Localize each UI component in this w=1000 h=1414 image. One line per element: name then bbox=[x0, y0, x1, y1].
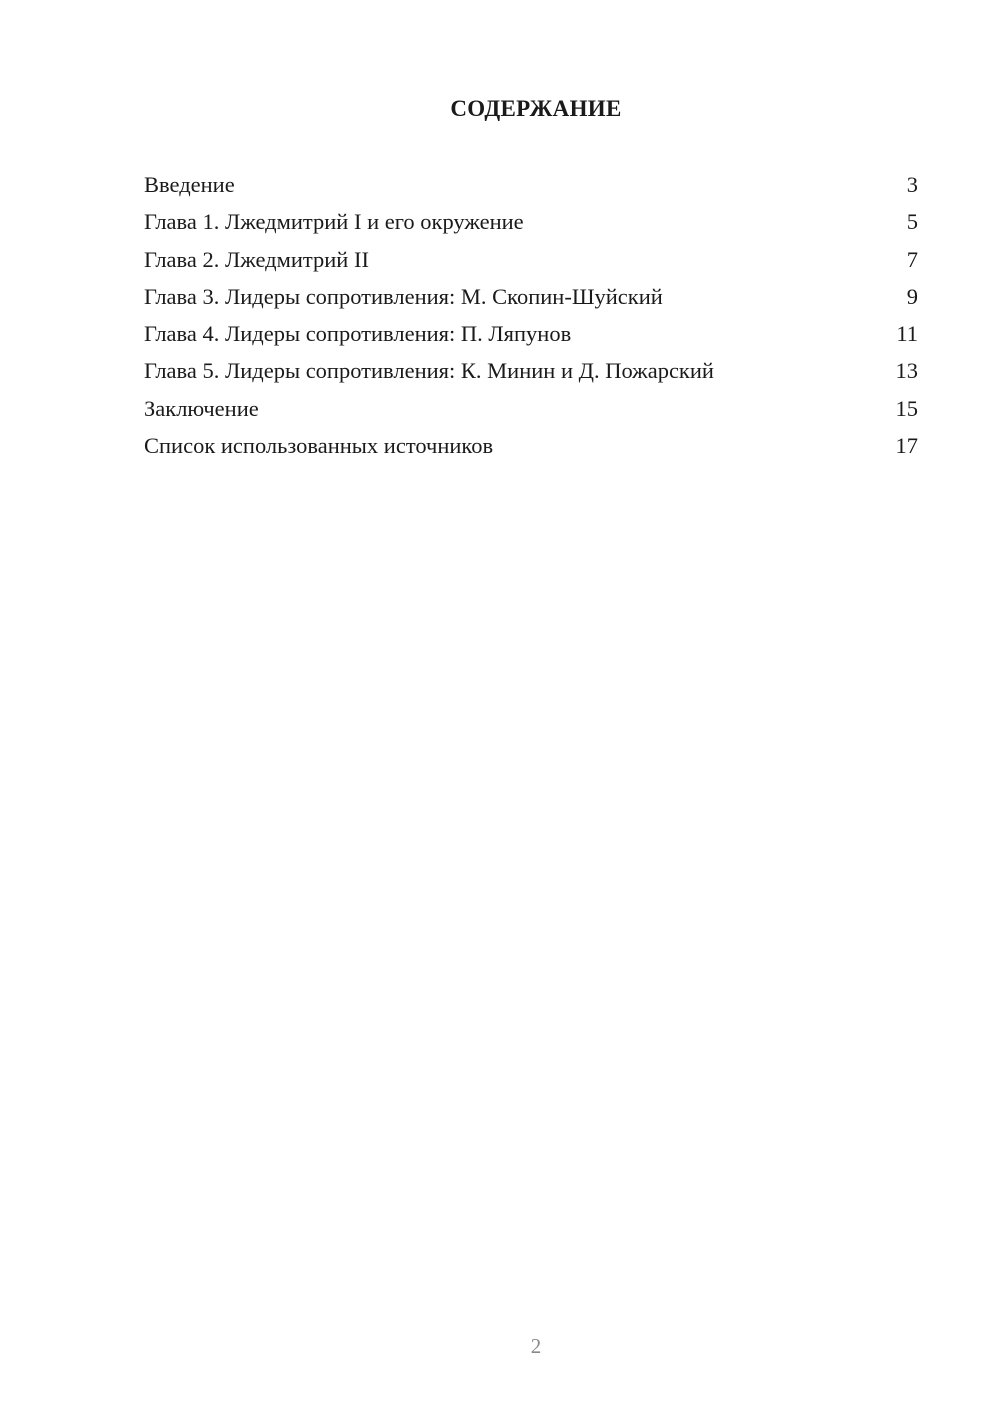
toc-entry-chapter-1 bbox=[144, 207, 918, 244]
toc-entry-conclusion bbox=[144, 394, 918, 431]
toc-entry-label: Глава 5. Лидеры сопротивления: К. Минин и Д. Пожарский bbox=[144, 358, 714, 384]
toc-entry-chapter-5 bbox=[144, 356, 918, 393]
toc-entry-chapter-4 bbox=[144, 319, 918, 356]
toc-entry-label: Глава 3. Лидеры сопротивления: М. Скопин-Шуйский bbox=[144, 283, 663, 309]
table-of-contents bbox=[144, 170, 918, 468]
toc-entry-page: 9 bbox=[906, 283, 918, 309]
toc-entry-page: 17 bbox=[895, 433, 918, 459]
toc-entry-page: 13 bbox=[895, 358, 918, 384]
toc-entry-label: Введение bbox=[144, 172, 235, 197]
toc-entry-label: Глава 2. Лжедмитрий II bbox=[144, 246, 369, 272]
toc-entry-page: 7 bbox=[906, 246, 918, 272]
toc-entry-references bbox=[144, 431, 918, 468]
toc-entry-label: Глава 1. Лжедмитрий I и его окружение bbox=[144, 209, 524, 235]
toc-entry-page: 3 bbox=[906, 172, 918, 197]
toc-entry-label: Заключение bbox=[144, 395, 259, 421]
toc-entry-page: 11 bbox=[896, 321, 918, 347]
toc-entry-introduction bbox=[144, 170, 918, 207]
page-number: 2 bbox=[530, 1334, 542, 1358]
page-title: СОДЕРЖАНИЕ bbox=[450, 96, 622, 121]
toc-entry-label: Глава 4. Лидеры сопротивления: П. Ляпунов bbox=[144, 321, 572, 347]
toc-entry-chapter-3 bbox=[144, 282, 918, 319]
toc-entry-chapter-2 bbox=[144, 245, 918, 282]
toc-entry-label: Список использованных источников bbox=[144, 433, 494, 459]
toc-entry-page: 15 bbox=[895, 395, 918, 421]
toc-entry-page: 5 bbox=[906, 209, 918, 235]
